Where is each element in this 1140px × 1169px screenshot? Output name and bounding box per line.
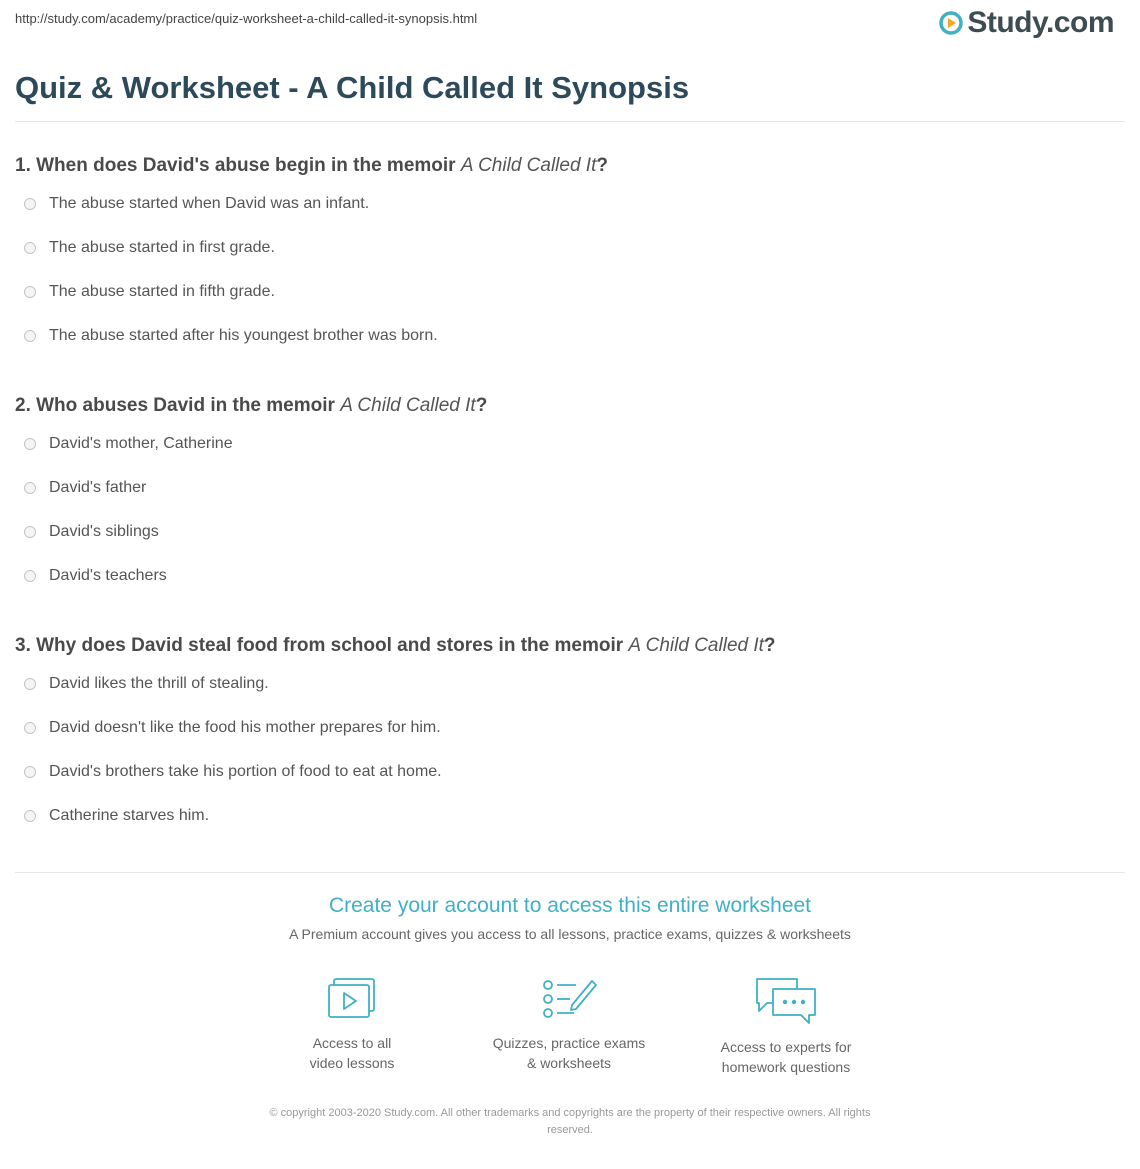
feature-label: [252, 1033, 452, 1073]
answer-label: The abuse started in fifth grade.: [49, 283, 275, 300]
feature-quizzes: [469, 975, 669, 1073]
radio-button[interactable]: [24, 722, 36, 734]
feature-video-lessons: [252, 975, 452, 1073]
answer-option[interactable]: [15, 706, 1125, 750]
question-text: [15, 152, 1125, 180]
answer-label: Catherine starves him.: [49, 807, 210, 824]
radio-button[interactable]: [24, 330, 36, 342]
answer-label: The abuse started in first grade.: [49, 239, 275, 256]
page-title: Quiz & Worksheet - A Child Called It Synopsis: [15, 70, 690, 105]
feature-label-line: Access to experts for: [720, 1039, 852, 1055]
chat-bubbles-icon: [753, 975, 819, 1027]
quiz-checklist-icon: [540, 975, 598, 1023]
question-suffix: ?: [475, 395, 488, 416]
radio-button[interactable]: [24, 286, 36, 298]
radio-button[interactable]: [24, 810, 36, 822]
radio-button[interactable]: [24, 198, 36, 210]
title-divider: [15, 121, 1125, 122]
radio-button[interactable]: [24, 526, 36, 538]
question-suffix: ?: [596, 155, 608, 176]
logo-text: Study.com: [967, 6, 1114, 39]
question-text: [15, 392, 1125, 420]
footer-line: reserved.: [547, 1124, 593, 1136]
study-logo[interactable]: [939, 6, 1114, 40]
feature-label-line: video lessons: [309, 1055, 395, 1071]
answer-label: David's brothers take his portion of food to eat at home.: [49, 763, 442, 780]
question-prefix: 3. Why does David steal food from school and stores in the memoir: [15, 635, 629, 656]
answer-option[interactable]: [15, 554, 1125, 598]
question-3: [15, 632, 1125, 838]
answer-label: David's siblings: [49, 523, 159, 540]
question-prefix: 1. When does David's abuse begin in the memoir: [15, 155, 461, 176]
radio-button[interactable]: [24, 766, 36, 778]
question-prefix: 2. Who abuses David in the memoir: [15, 395, 341, 416]
feature-label-line: Quizzes, practice exams: [492, 1035, 646, 1051]
answer-label: David's mother, Catherine: [49, 435, 233, 452]
radio-button[interactable]: [24, 482, 36, 494]
answer-option[interactable]: [15, 466, 1125, 510]
feature-label: [469, 1033, 669, 1073]
question-1: [15, 152, 1125, 358]
answer-option[interactable]: [15, 662, 1125, 706]
feature-label-line: & worksheets: [526, 1055, 612, 1071]
question-2: [15, 392, 1125, 598]
radio-button[interactable]: [24, 570, 36, 582]
book-title: A Child Called It: [340, 395, 476, 416]
video-lesson-icon: [326, 975, 378, 1023]
answer-option[interactable]: [15, 422, 1125, 466]
answer-option[interactable]: [15, 750, 1125, 794]
cta-subtitle: A Premium account gives you access to all lessons, practice exams, quizzes & worksheets: [289, 926, 851, 942]
question-text: [15, 632, 1125, 660]
feature-experts: [686, 975, 886, 1077]
cta-title-link[interactable]: Create your account to access this entire worksheet: [328, 894, 812, 917]
answer-option[interactable]: [15, 182, 1125, 226]
radio-button[interactable]: [24, 438, 36, 450]
answer-label: David likes the thrill of stealing.: [49, 675, 269, 692]
answer-label: David's father: [49, 479, 147, 496]
feature-label-line: homework questions: [721, 1059, 851, 1075]
answer-option[interactable]: [15, 314, 1125, 358]
radio-button[interactable]: [24, 242, 36, 254]
radio-button[interactable]: [24, 678, 36, 690]
answer-option[interactable]: [15, 226, 1125, 270]
play-logo-icon: [939, 11, 963, 35]
answer-label: David doesn't like the food his mother prepares for him.: [49, 719, 441, 736]
page-url: http://study.com/academy/practice/quiz-worksheet-a-child-called-it-synopsis.html: [15, 11, 478, 26]
answer-option[interactable]: [15, 510, 1125, 554]
book-title: A Child Called It: [460, 155, 597, 176]
book-title: A Child Called It: [628, 635, 764, 656]
question-suffix: ?: [763, 635, 776, 656]
footer-line: © copyright 2003-2020 Study.com. All other trademarks and copyrights are the property of their respective owners. All rights: [269, 1107, 871, 1119]
feature-label-line: Access to all: [312, 1035, 392, 1051]
answer-option[interactable]: [15, 270, 1125, 314]
answer-option[interactable]: [15, 794, 1125, 838]
copyright-footer: [210, 1105, 930, 1139]
answer-label: David's teachers: [49, 567, 167, 584]
answer-label: The abuse started after his youngest brother was born.: [49, 327, 438, 344]
cta-divider: [15, 872, 1125, 873]
answer-label: The abuse started when David was an infant.: [49, 195, 370, 212]
feature-label: [686, 1037, 886, 1077]
